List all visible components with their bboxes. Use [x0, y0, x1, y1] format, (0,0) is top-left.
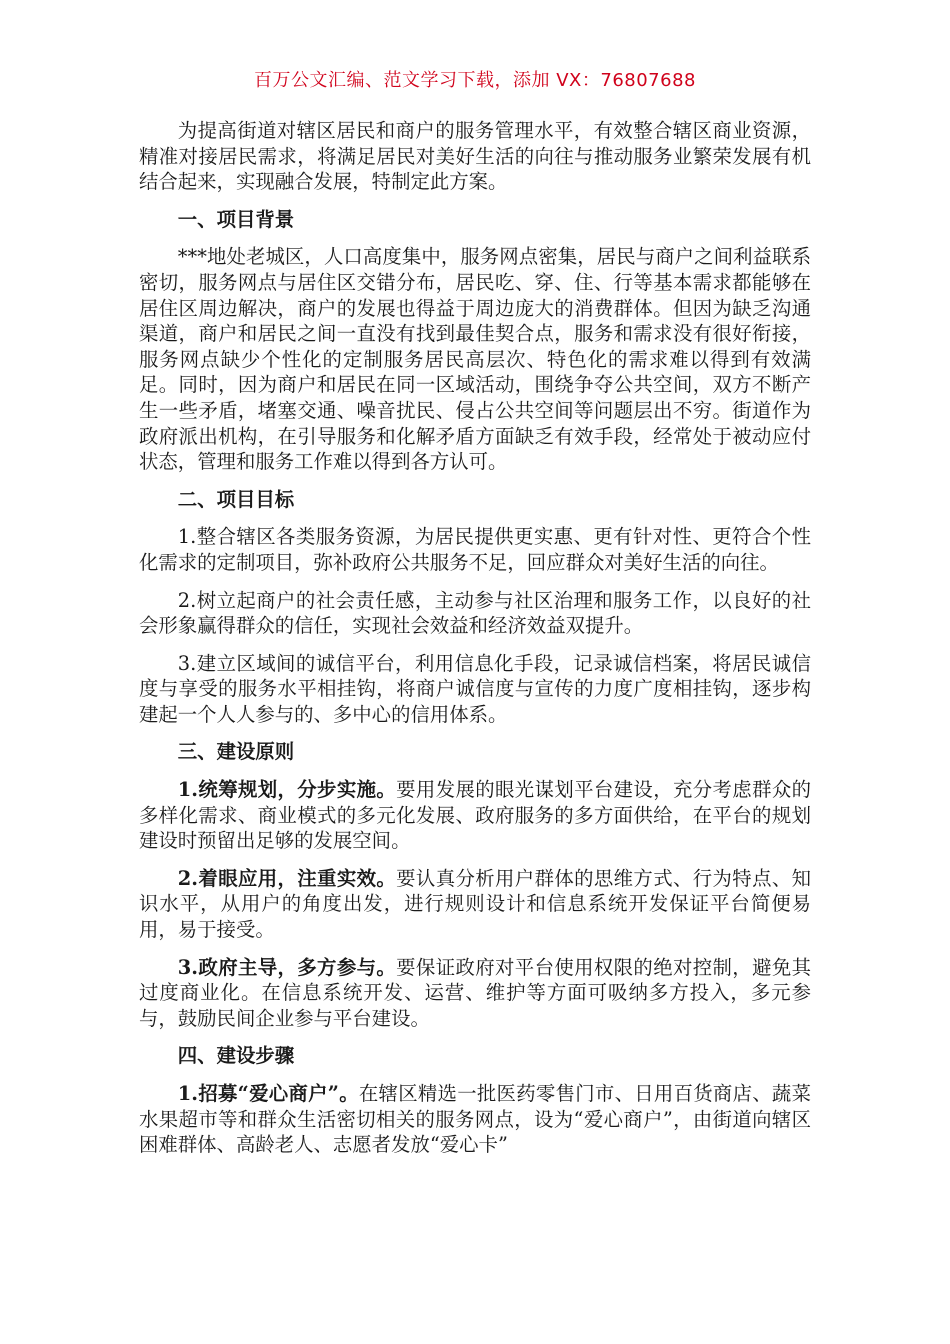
principle-3-text: 要保证政府对平台使用权限的绝对控制，避免其过度商业化。在信息系统开发、运营、维护等方面可吸纳多方投入，多元参与，鼓励民间企业参与平台建设。 [139, 955, 811, 1030]
principle-item-2 [139, 866, 811, 943]
section-heading-goals: 二、项目目标 [177, 487, 295, 511]
document-body [139, 118, 811, 1170]
principle-item-1 [139, 777, 811, 854]
section-heading-steps: 四、建设步骤 [177, 1044, 295, 1068]
watermark-header: 百万公文汇编、范文学习下载，添加 VX：76807688 [254, 70, 696, 91]
principle-2-text: 要认真分析用户群体的思维方式、行为特点、知识水平，从用户的角度出发，进行规则设计和信息系统开发保证平台简便易用，易于接受。 [139, 866, 811, 942]
intro-paragraph: 为提高街道对辖区居民和商户的服务管理水平，有效整合辖区商业资源，精准对接居民需求，将满足居民对美好生活的向往与推动服务业繁荣发展有机结合起来，实现融合发展，特制定此方案。 [139, 119, 811, 194]
principle-3-title: 3.政府主导，多方参与。 [177, 955, 397, 979]
section-heading-background: 一、项目背景 [177, 207, 295, 231]
goal-item-3: 3.建立区域间的诚信平台，利用信息化手段，记录诚信档案，将居民诚信度与享受的服务水平相挂钩，将商户诚信度与宣传的力度广度相挂钩，逐步构建起一个人人参与的、多中心的信用体系。 [139, 651, 811, 726]
step-item-1 [139, 1081, 811, 1158]
goal-item-2: 2.树立起商户的社会责任感，主动参与社区治理和服务工作，以良好的社会形象赢得群众的信任，实现社会效益和经济效益双提升。 [139, 588, 811, 638]
step-1-title: 1.招募“爱心商户”。 [177, 1082, 359, 1105]
section-heading-principles: 三、建设原则 [177, 740, 295, 764]
goal-item-1: 1.整合辖区各类服务资源，为居民提供更实惠、更有针对性、更符合个性化需求的定制项目，弥补政府公共服务不足，回应群众对美好生活的向往。 [139, 525, 811, 574]
principle-1-text: 要用发展的眼光谋划平台建设，充分考虑群众的多样化需求、商业模式的多元化发展、政府服务的多方面供给，在平台的规划建设时预留出足够的发展空间。 [139, 778, 811, 853]
step-1-text: 在辖区精选一批医药零售门市、日用百货商店、蔬菜水果超市等和群众生活密切相关的服务网点，设为“爱心商户”，由街道向辖区困难群体、高龄老人、志愿者发放“爱心卡” [139, 1082, 811, 1157]
principle-item-3 [139, 955, 811, 1032]
background-paragraph: ***地处老城区，人口高度集中，服务网点密集，居民与商户之间利益联系密切，服务网点与居住区交错分布，居民吃、穿、住、行等基本需求都能够在居住区周边解决，商户的发展也得益于周边庞大的消费群体。但因为缺乏沟通渠道，商户和居民之间一直没有找到最佳契合点，服务和需求没有很好衔接，服务网点缺少个性化的定制服务居民高层次、特色化的需求难以得到有效满足。同时，因为商户和居民在同一区域活动，围绕争夺公共空间，双方不断产生一些矛盾，堵塞交通、噪音扰民、侵占公共空间等问题层出不穷。街道作为政府派出机构，在引导服务和化解矛盾方面缺乏有效手段，经常处于被动应付状态，管理和服务工作难以得到各方认可。 [139, 245, 811, 474]
principle-2-title: 2.着眼应用，注重实效。 [177, 866, 397, 890]
principle-1-title: 1.统筹规划，分步实施。 [177, 778, 397, 802]
